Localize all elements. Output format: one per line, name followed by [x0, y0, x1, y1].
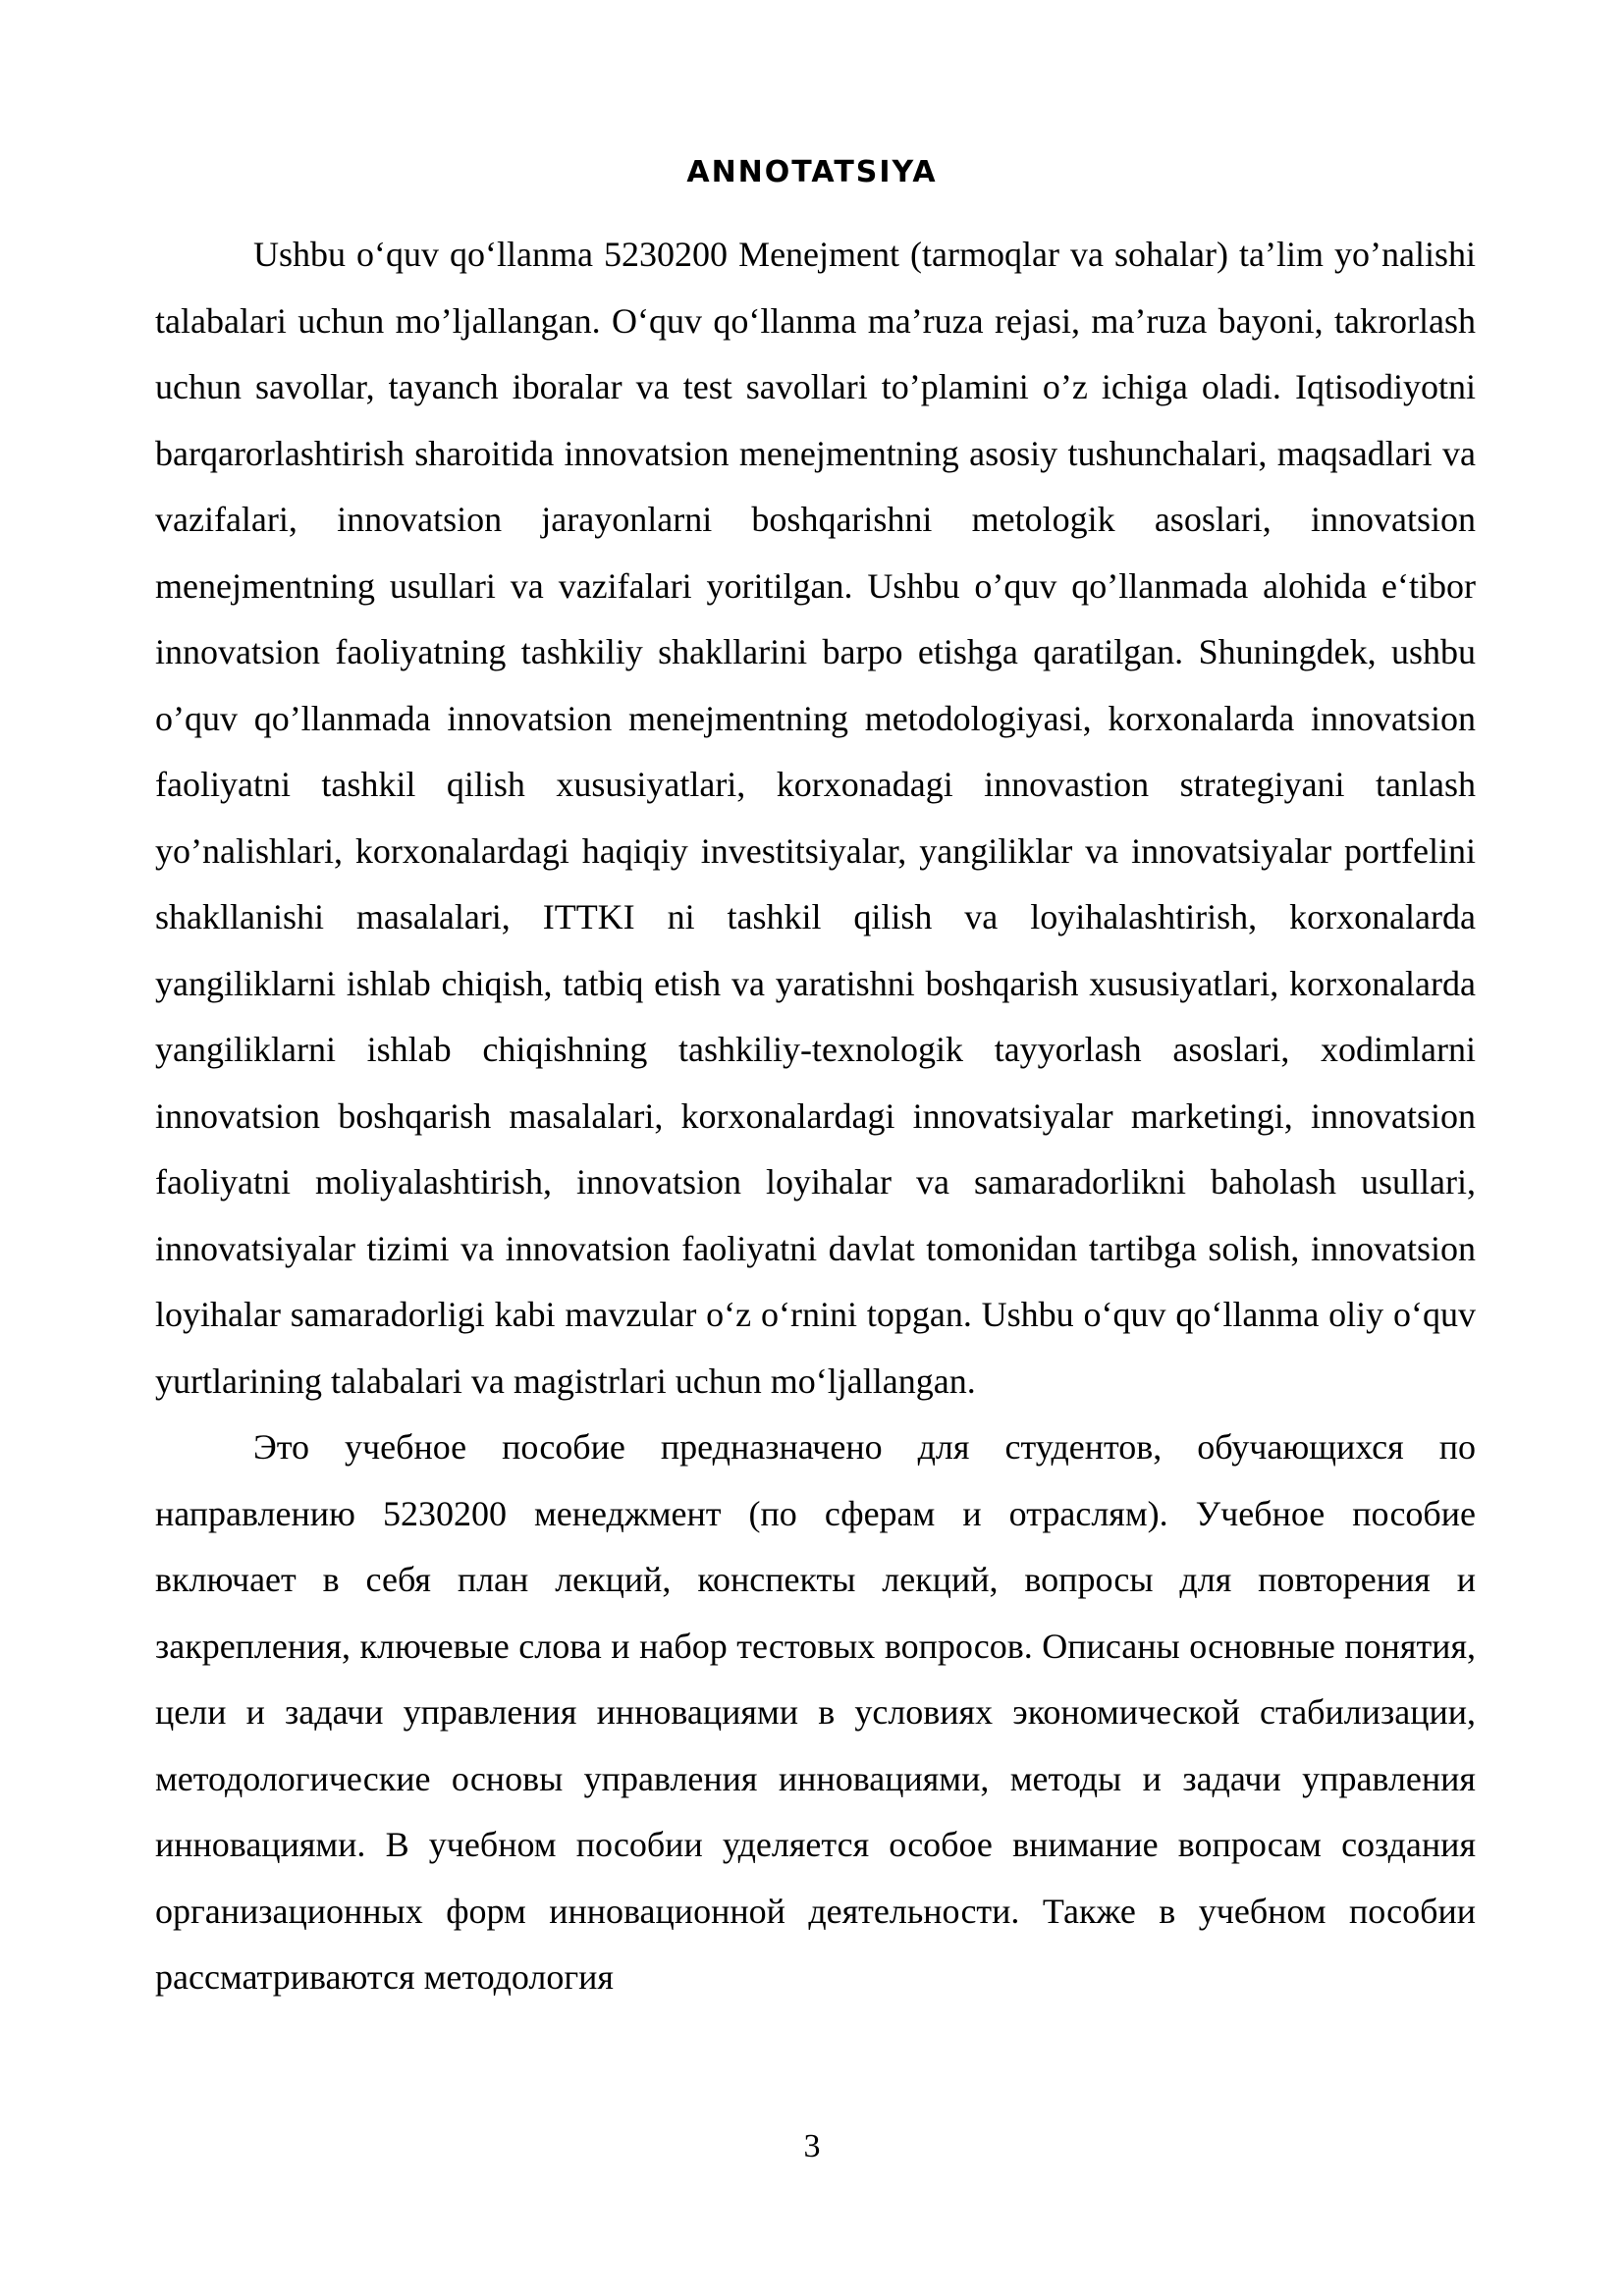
paragraph-russian: Это учебное пособие предназначено для студентов, обучающихся по направлению 5230200 менеджмент (по сферам и отраслям). Учебное пособие включает в себя план лекций, конспекты лекций, вопросы для повторения и закрепления, ключевые слова и набор тестовых вопросов. Описаны основные понятия, цели и задачи управления инновациями в условиях экономической стабилизации, методологические основы управления инновациями, методы и задачи управления инновациями. В учебном пособии уделяется особое внимание вопросам создания организационных форм инновационной деятельности. Также в учебном пособии рассматриваются методология [155, 1427, 1476, 1997]
annotation-body [155, 222, 1476, 2011]
paragraph-uzbek: Ushbu o‘quv qo‘llanma 5230200 Menejment (tarmoqlar va sohalar) ta’lim yo’nalishi talabalari uchun mo’ljallangan. O‘quv qo‘llanma ma’ruza rejasi, ma’ruza bayoni, takrorlash uchun savollar, tayanch iboralar va test savollari to’plamini o’z ichiga oladi. Iqtisodiyotni barqarorlashtirish sharoitida innovatsion menejmentning asosiy tushunchalari, maqsadlari va vazifalari, innovatsion jarayonlarni boshqarishni metologik asoslari, innovatsion menejmentning usullari va vazifalari yoritilgan. Ushbu o’quv qo’llanmada alohida e‘tibor innovatsion faoliyatning tashkiliy shakllarini barpo etishga qaratilgan. Shuningdek, ushbu o’quv qo’llanmada innovatsion menejmentning metodologiyasi, korxonalarda innovatsion faoliyatni tashkil qilish xususiyatlari, korxonadagi innovastion strategiyani tanlash yo’nalishlari, korxonalardagi haqiqiy investitsiyalar, yangiliklar va innovatsiyalar portfelini shakllanishi masalalari, ITTKI ni tashkil qilish va loyihalashtirish, korxonalarda yangiliklarni ishlab chiqish, tatbiq etish va yaratishni boshqarish xususiyatlari, korxonalarda yangiliklarni ishlab chiqishning tashkiliy-texnologik tayyorlash asoslari, xodimlarni innovatsion boshqarish masalalari, korxonalardagi innovatsiyalar marketingi, innovatsion faoliyatni moliyalashtirish, innovatsion loyihalar va samaradorlikni baholash usullari, innovatsiyalar tizimi va innovatsion faoliyatni davlat tomonidan tartibga solish, innovatsion loyihalar samaradorligi kabi mavzular o‘z o‘rnini topgan. Ushbu o‘quv qo‘llanma oliy o‘quv yurtlarining talabalari va magistrlari uchun mo‘ljallangan. [155, 235, 1476, 1401]
page-title: ANNOTATSIYA [686, 155, 938, 189]
page-number: 3 [803, 2128, 821, 2164]
